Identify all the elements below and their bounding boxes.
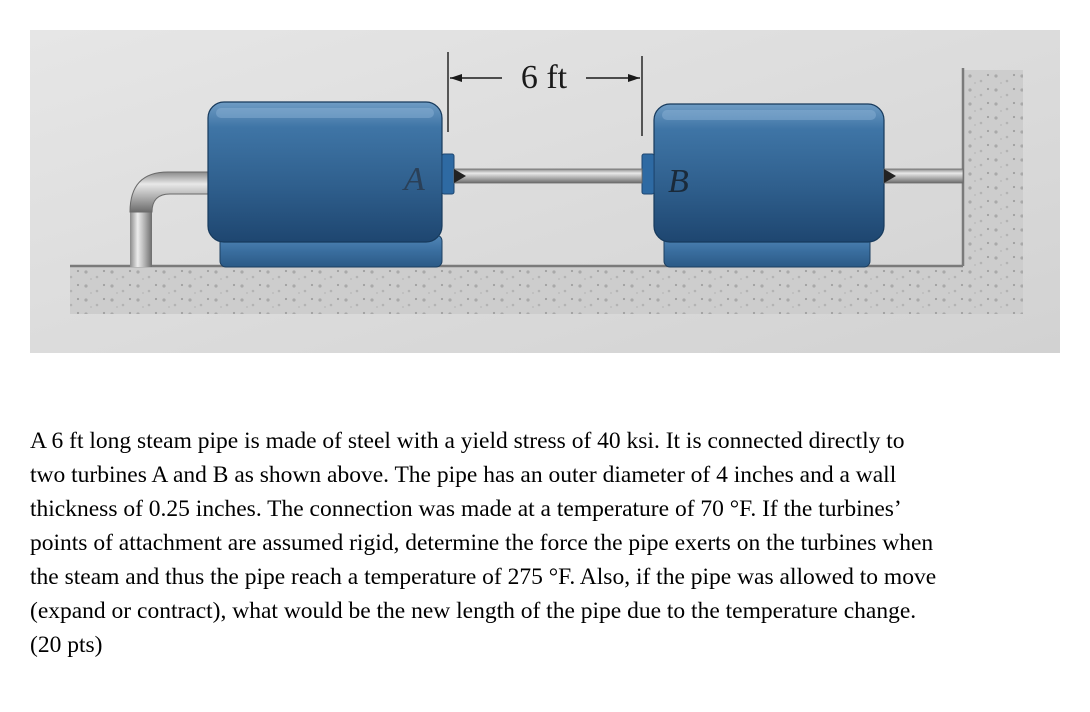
outlet-pipe [884,169,963,183]
problem-line: two turbines A and B as shown above. The pipe has an outer diameter of 4 inches and a wall [30,462,897,488]
problem-line: (expand or contract), what would be the new length of the pipe due to the temperature change. [30,598,917,624]
turbine-a-label: A [404,161,425,198]
problem-statement [30,424,1070,662]
problem-line: the steam and thus the pipe reach a temperature of 275 °F. Also, if the pipe was allowed to move [30,564,937,590]
problem-line: thickness of 0.25 inches. The connection was made at a temperature of 70 °F. If the turbines’ [30,496,902,522]
problem-line: A 6 ft long steam pipe is made of steel with a yield stress of 40 ksi. It is connected directly to [30,428,905,454]
ground-slab [70,266,1023,314]
turbine-pipe-figure [30,30,1060,353]
turbine-b-label: B [668,163,689,200]
problem-points: (20 pts) [30,632,103,658]
steam-pipe-ab [454,169,642,183]
dimension-label: 6 ft [520,59,568,96]
problem-line: points of attachment are assumed rigid, determine the force the pipe exerts on the turbines when [30,530,934,556]
